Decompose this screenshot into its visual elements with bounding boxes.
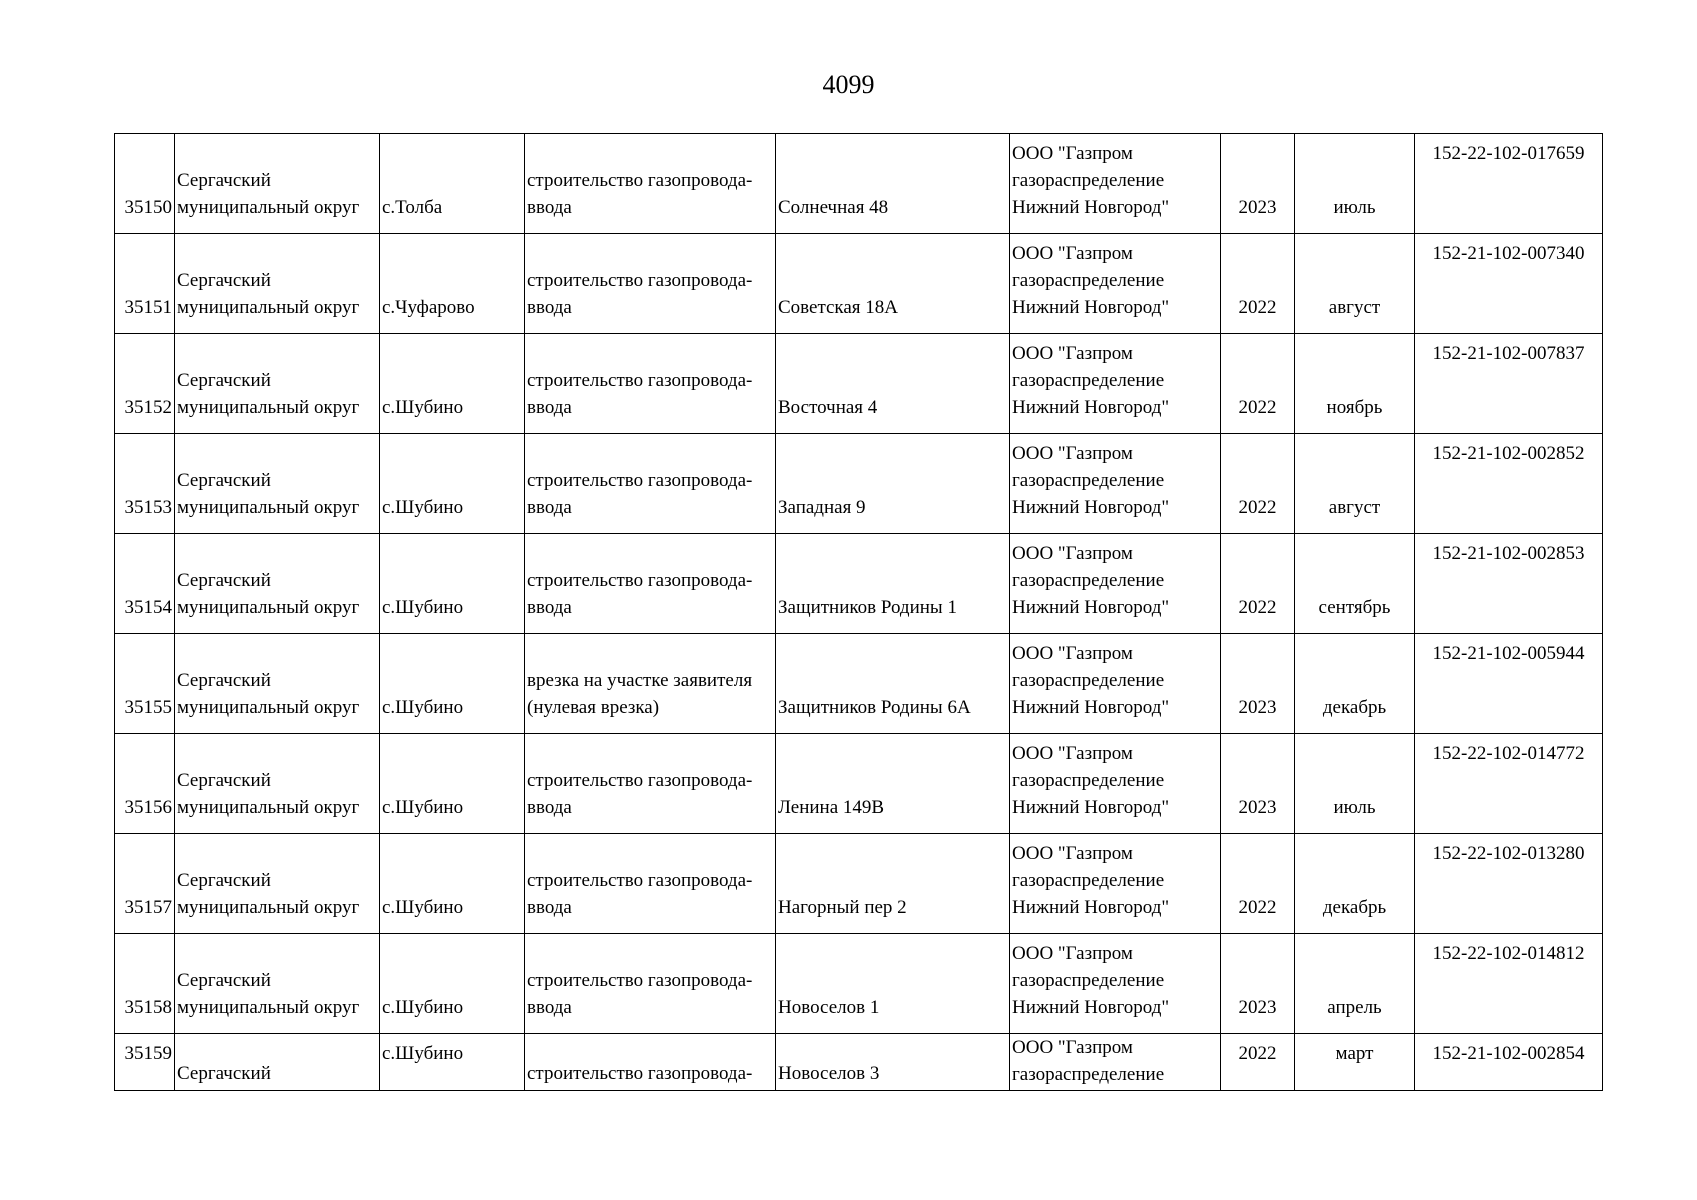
application-code: 152-21-102-002852 xyxy=(1432,443,1585,464)
year: 2022 xyxy=(1238,897,1277,918)
district-line: Сергачский xyxy=(177,470,271,491)
table-row xyxy=(115,434,1603,534)
district-line: муниципальный округ xyxy=(177,197,360,218)
work-type-cell xyxy=(525,1034,776,1091)
district-cell xyxy=(175,434,380,534)
district-line: муниципальный округ xyxy=(177,797,360,818)
application-code: 152-21-102-007837 xyxy=(1432,343,1585,364)
month: июль xyxy=(1333,197,1376,218)
organization-line: ООО "Газпром xyxy=(1012,143,1133,164)
year: 2023 xyxy=(1238,997,1277,1018)
application-code: 152-22-102-014812 xyxy=(1432,943,1585,964)
work-type-line: строительство газопровода- xyxy=(527,1063,753,1084)
address: Новоселов 1 xyxy=(778,997,880,1018)
organization-line: Нижний Новгород" xyxy=(1012,797,1170,818)
year-cell xyxy=(1221,534,1295,634)
row-number: 35155 xyxy=(124,697,172,718)
organization-line: газораспределение xyxy=(1012,1064,1165,1085)
year: 2023 xyxy=(1238,197,1277,218)
village: с.Шубино xyxy=(382,397,464,418)
organization-line: газораспределение xyxy=(1012,370,1165,391)
work-type-cell xyxy=(525,234,776,334)
row-number-cell xyxy=(115,934,175,1034)
address: Восточная 4 xyxy=(778,397,878,418)
year-cell xyxy=(1221,934,1295,1034)
district-line: муниципальный округ xyxy=(177,297,360,318)
month-cell xyxy=(1295,534,1415,634)
code-cell xyxy=(1415,934,1603,1034)
table-row xyxy=(115,834,1603,934)
organization-cell xyxy=(1010,634,1221,734)
district-cell xyxy=(175,834,380,934)
organization-line: ООО "Газпром xyxy=(1012,943,1133,964)
work-type-line: строительство газопровода- xyxy=(527,970,753,991)
village-cell xyxy=(380,834,525,934)
organization-line: Нижний Новгород" xyxy=(1012,697,1170,718)
district-cell xyxy=(175,934,380,1034)
row-number: 35154 xyxy=(124,597,172,618)
month: декабрь xyxy=(1322,897,1387,918)
work-type-line: строительство газопровода- xyxy=(527,470,753,491)
year-cell xyxy=(1221,834,1295,934)
village-cell xyxy=(380,134,525,234)
address-cell xyxy=(776,1034,1010,1091)
work-type-line: врезка на участке заявителя xyxy=(527,670,753,691)
application-code: 152-22-102-017659 xyxy=(1432,143,1585,164)
address: Ленина 149В xyxy=(778,797,885,818)
work-type-line: строительство газопровода- xyxy=(527,770,753,791)
organization-cell xyxy=(1010,1034,1221,1091)
month-cell xyxy=(1295,134,1415,234)
work-type-line: строительство газопровода- xyxy=(527,370,753,391)
year-cell xyxy=(1221,734,1295,834)
application-code: 152-22-102-014772 xyxy=(1432,743,1585,764)
village: с.Шубино xyxy=(382,797,464,818)
address: Солнечная 48 xyxy=(778,197,889,218)
row-number-cell xyxy=(115,234,175,334)
district-line: муниципальный округ xyxy=(177,497,360,518)
table-row xyxy=(115,1034,1603,1091)
district-cell xyxy=(175,734,380,834)
district-line: Сергачский xyxy=(177,970,271,991)
row-number: 35159 xyxy=(124,1043,172,1064)
village-cell xyxy=(380,1034,525,1091)
month-cell xyxy=(1295,934,1415,1034)
row-number-cell xyxy=(115,334,175,434)
address-cell xyxy=(776,934,1010,1034)
village: с.Шубино xyxy=(382,1043,464,1064)
month-cell xyxy=(1295,434,1415,534)
month-cell xyxy=(1295,734,1415,834)
address: Защитников Родины 1 xyxy=(778,597,957,618)
organization-line: газораспределение xyxy=(1012,170,1165,191)
organization-line: ООО "Газпром xyxy=(1012,843,1133,864)
row-number-cell xyxy=(115,1034,175,1091)
address: Советская 18А xyxy=(778,297,899,318)
district-line: Сергачский xyxy=(177,270,271,291)
month: июль xyxy=(1333,797,1376,818)
address: Новоселов 3 xyxy=(778,1063,880,1084)
village-cell xyxy=(380,634,525,734)
work-type-line: строительство газопровода- xyxy=(527,870,753,891)
organization-line: газораспределение xyxy=(1012,570,1165,591)
application-code: 152-21-102-007340 xyxy=(1432,243,1585,264)
organization-cell xyxy=(1010,534,1221,634)
work-type-cell xyxy=(525,134,776,234)
organization-line: Нижний Новгород" xyxy=(1012,497,1170,518)
work-type-line: строительство газопровода- xyxy=(527,270,753,291)
work-type-line: ввода xyxy=(527,997,572,1018)
village: с.Чуфарово xyxy=(382,297,475,318)
year-cell xyxy=(1221,134,1295,234)
application-code: 152-21-102-005944 xyxy=(1432,643,1585,664)
organization-line: Нижний Новгород" xyxy=(1012,297,1170,318)
table-row xyxy=(115,334,1603,434)
row-number-cell xyxy=(115,534,175,634)
work-type-line: ввода xyxy=(527,797,572,818)
year-cell xyxy=(1221,634,1295,734)
row-number-cell xyxy=(115,834,175,934)
month-cell xyxy=(1295,634,1415,734)
year: 2022 xyxy=(1238,397,1277,418)
row-number: 35156 xyxy=(124,797,172,818)
organization-line: ООО "Газпром xyxy=(1012,243,1133,264)
district-line: Сергачский xyxy=(177,370,271,391)
address-cell xyxy=(776,234,1010,334)
row-number-cell xyxy=(115,734,175,834)
month: сентябрь xyxy=(1318,597,1391,618)
row-number: 35151 xyxy=(124,297,172,318)
month: ноябрь xyxy=(1326,397,1383,418)
address-cell xyxy=(776,534,1010,634)
organization-line: Нижний Новгород" xyxy=(1012,897,1170,918)
district-line: муниципальный округ xyxy=(177,697,360,718)
work-type-line: ввода xyxy=(527,897,572,918)
month: август xyxy=(1328,297,1381,318)
village: с.Шубино xyxy=(382,997,464,1018)
table-row xyxy=(115,934,1603,1034)
village-cell xyxy=(380,934,525,1034)
work-type-line: ввода xyxy=(527,197,572,218)
village: с.Шубино xyxy=(382,597,464,618)
work-type-cell xyxy=(525,734,776,834)
organization-line: Нижний Новгород" xyxy=(1012,997,1170,1018)
organization-line: газораспределение xyxy=(1012,270,1165,291)
code-cell xyxy=(1415,534,1603,634)
district-line: Сергачский xyxy=(177,670,271,691)
work-type-line: ввода xyxy=(527,397,572,418)
year: 2023 xyxy=(1238,697,1277,718)
code-cell xyxy=(1415,1034,1603,1091)
month-cell xyxy=(1295,834,1415,934)
month-cell xyxy=(1295,234,1415,334)
organization-line: ООО "Газпром xyxy=(1012,1037,1133,1058)
year: 2022 xyxy=(1238,1043,1277,1064)
work-type-line: строительство газопровода- xyxy=(527,170,753,191)
organization-line: ООО "Газпром xyxy=(1012,343,1133,364)
month: декабрь xyxy=(1322,697,1387,718)
district-line: Сергачский xyxy=(177,570,271,591)
work-type-cell xyxy=(525,834,776,934)
month-cell xyxy=(1295,1034,1415,1091)
organization-line: газораспределение xyxy=(1012,770,1165,791)
address-cell xyxy=(776,734,1010,834)
code-cell xyxy=(1415,734,1603,834)
district-line: Сергачский xyxy=(177,870,271,891)
district-line: Сергачский xyxy=(177,770,271,791)
organization-line: ООО "Газпром xyxy=(1012,443,1133,464)
work-type-cell xyxy=(525,434,776,534)
address-cell xyxy=(776,134,1010,234)
row-number: 35157 xyxy=(124,897,172,918)
district-cell xyxy=(175,134,380,234)
address: Защитников Родины 6А xyxy=(778,697,971,718)
month: август xyxy=(1328,497,1381,518)
application-code: 152-22-102-013280 xyxy=(1432,843,1585,864)
district-cell xyxy=(175,334,380,434)
village-cell xyxy=(380,734,525,834)
organization-cell xyxy=(1010,234,1221,334)
district-cell xyxy=(175,634,380,734)
work-type-line: ввода xyxy=(527,597,572,618)
year: 2023 xyxy=(1238,797,1277,818)
district-line: Сергачский xyxy=(177,170,271,191)
year: 2022 xyxy=(1238,297,1277,318)
address-cell xyxy=(776,434,1010,534)
organization-line: Нижний Новгород" xyxy=(1012,597,1170,618)
table-row xyxy=(115,234,1603,334)
organization-line: ООО "Газпром xyxy=(1012,543,1133,564)
district-cell xyxy=(175,1034,380,1091)
code-cell xyxy=(1415,634,1603,734)
table-row xyxy=(115,634,1603,734)
organization-cell xyxy=(1010,434,1221,534)
organization-line: газораспределение xyxy=(1012,670,1165,691)
year-cell xyxy=(1221,1034,1295,1091)
row-number: 35153 xyxy=(124,497,172,518)
work-type-line: ввода xyxy=(527,297,572,318)
work-type-line: (нулевая врезка) xyxy=(527,697,660,718)
work-type-line: строительство газопровода- xyxy=(527,570,753,591)
month: март xyxy=(1335,1043,1374,1064)
address: Нагорный пер 2 xyxy=(778,897,907,918)
address-cell xyxy=(776,834,1010,934)
work-type-line: ввода xyxy=(527,497,572,518)
organization-line: газораспределение xyxy=(1012,870,1165,891)
month-cell xyxy=(1295,334,1415,434)
row-number-cell xyxy=(115,434,175,534)
organization-cell xyxy=(1010,334,1221,434)
organization-line: Нижний Новгород" xyxy=(1012,197,1170,218)
row-number: 35158 xyxy=(124,997,172,1018)
organization-line: Нижний Новгород" xyxy=(1012,397,1170,418)
district-line: муниципальный округ xyxy=(177,897,360,918)
organization-cell xyxy=(1010,934,1221,1034)
district-line: Сергачский xyxy=(177,1063,271,1084)
organization-line: ООО "Газпром xyxy=(1012,743,1133,764)
code-cell xyxy=(1415,434,1603,534)
village-cell xyxy=(380,434,525,534)
organization-cell xyxy=(1010,734,1221,834)
village-cell xyxy=(380,534,525,634)
district-line: муниципальный округ xyxy=(177,997,360,1018)
organization-cell xyxy=(1010,134,1221,234)
organization-cell xyxy=(1010,834,1221,934)
village-cell xyxy=(380,334,525,434)
table-row xyxy=(115,734,1603,834)
village: с.Шубино xyxy=(382,697,464,718)
district-cell xyxy=(175,534,380,634)
registry-table xyxy=(114,133,1603,1091)
row-number-cell xyxy=(115,634,175,734)
work-type-cell xyxy=(525,634,776,734)
district-cell xyxy=(175,234,380,334)
year-cell xyxy=(1221,334,1295,434)
organization-line: ООО "Газпром xyxy=(1012,643,1133,664)
code-cell xyxy=(1415,834,1603,934)
village: с.Толба xyxy=(382,197,443,218)
application-code: 152-21-102-002854 xyxy=(1432,1043,1585,1064)
row-number: 35150 xyxy=(124,197,172,218)
row-number-cell xyxy=(115,134,175,234)
year-cell xyxy=(1221,434,1295,534)
year-cell xyxy=(1221,234,1295,334)
district-line: муниципальный округ xyxy=(177,397,360,418)
address-cell xyxy=(776,634,1010,734)
year: 2022 xyxy=(1238,597,1277,618)
organization-line: газораспределение xyxy=(1012,970,1165,991)
month: апрель xyxy=(1327,997,1382,1018)
work-type-cell xyxy=(525,934,776,1034)
village: с.Шубино xyxy=(382,497,464,518)
organization-line: газораспределение xyxy=(1012,470,1165,491)
application-code: 152-21-102-002853 xyxy=(1432,543,1585,564)
village-cell xyxy=(380,234,525,334)
table-row xyxy=(115,134,1603,234)
district-line: муниципальный округ xyxy=(177,597,360,618)
work-type-cell xyxy=(525,334,776,434)
address-cell xyxy=(776,334,1010,434)
code-cell xyxy=(1415,334,1603,434)
address: Западная 9 xyxy=(778,497,866,518)
table-row xyxy=(115,534,1603,634)
page-number: 4099 xyxy=(822,70,875,99)
work-type-cell xyxy=(525,534,776,634)
code-cell xyxy=(1415,234,1603,334)
row-number: 35152 xyxy=(124,397,172,418)
village: с.Шубино xyxy=(382,897,464,918)
year: 2022 xyxy=(1238,497,1277,518)
code-cell xyxy=(1415,134,1603,234)
